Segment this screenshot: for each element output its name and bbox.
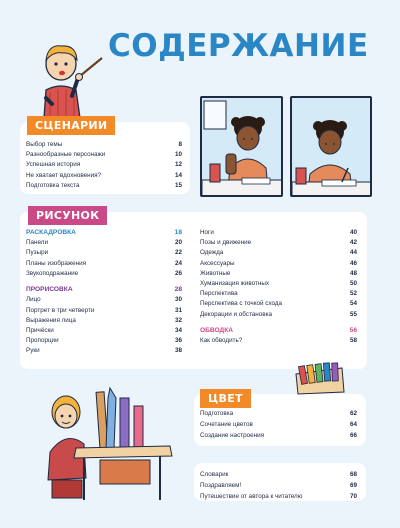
toc-entry-page: 36	[174, 337, 182, 345]
toc-entry	[26, 151, 182, 159]
toc-entry-label: Успешная история	[26, 161, 81, 169]
toc-entry-page: 34	[174, 326, 182, 334]
toc-entry-label: Путешествие от автора к читателю	[200, 493, 303, 500]
toc-entry-label: Поздравляем!	[200, 482, 242, 489]
toc-entry	[200, 270, 357, 278]
toc-entry	[200, 300, 357, 308]
drawing-tag: РИСУНОК	[28, 206, 107, 225]
color-tag: ЦВЕТ	[200, 389, 251, 408]
toc-entry-label: Причёски	[26, 326, 54, 334]
toc-entry-page: 66	[349, 432, 357, 439]
toc-entry-page: 30	[174, 296, 182, 304]
toc-entry	[26, 260, 182, 268]
comic-panel-girl-writing	[290, 96, 372, 197]
paint-tubes-box-icon	[292, 362, 348, 396]
toc-entry-label: Словарик	[200, 471, 229, 478]
toc-entry-page: 52	[349, 290, 357, 298]
toc-entry-page: 62	[349, 410, 357, 417]
toc-entry	[200, 260, 357, 268]
toc-entry	[200, 337, 357, 345]
toc-entry	[26, 249, 182, 257]
toc-entry-page: 69	[349, 482, 357, 489]
toc-entry-page: 55	[349, 310, 357, 318]
toc-entry	[26, 182, 182, 190]
toc-entry-page: 10	[174, 151, 182, 159]
toc-entry	[26, 307, 182, 315]
toc-entry	[200, 421, 357, 429]
toc-entry-page: 58	[349, 337, 357, 345]
toc-entry-label: Разнообразные персонажи	[26, 151, 106, 159]
toc-entry-page: 44	[349, 249, 357, 257]
toc-entry	[200, 290, 357, 298]
toc-entry	[26, 317, 182, 325]
toc-entry	[26, 239, 182, 247]
toc-entry	[200, 229, 357, 237]
toc-entry	[200, 410, 357, 418]
toc-entry-page: 64	[349, 421, 357, 428]
toc-entry	[200, 249, 357, 257]
teacher-boy-icon	[28, 40, 108, 118]
toc-entry	[200, 311, 357, 319]
toc-entry	[200, 493, 357, 501]
toc-entry-label: Лицо	[26, 296, 41, 304]
toc-entry	[26, 141, 182, 149]
toc-entry-page: 42	[349, 239, 357, 247]
toc-entry-page: 40	[349, 229, 357, 236]
toc-entry-page: 18	[174, 229, 182, 236]
toc-entry	[200, 471, 357, 479]
toc-entry-page: 54	[349, 300, 357, 308]
toc-entry-label: Создание настроения	[200, 432, 265, 439]
toc-entry-page: 14	[174, 171, 182, 179]
page-title: СОДЕРЖАНИЕ	[108, 28, 369, 64]
toc-entry	[200, 432, 357, 440]
toc-entry-page: 15	[174, 181, 182, 189]
toc-entry-label: Ноги	[200, 229, 214, 236]
toc-entry-label: Панели	[26, 239, 48, 247]
toc-entry-page: 28	[174, 286, 182, 294]
toc-entry	[200, 239, 357, 247]
toc-entry-label: Как обводить?	[200, 337, 243, 345]
toc-entry-label: Сочетание цветов	[200, 421, 253, 428]
toc-entry-label: Пузыри	[26, 249, 49, 257]
toc-entry	[200, 327, 357, 335]
toc-entry-page: 31	[174, 306, 182, 314]
toc-entry-page: 26	[174, 269, 182, 277]
toc-entry-label: Хуманизация животных	[200, 280, 270, 287]
toc-entry	[200, 280, 357, 288]
toc-entry-page: 48	[349, 269, 357, 277]
toc-entry-label: Перспектива с точкой схода	[200, 300, 283, 308]
toc-entry-page: 68	[349, 471, 357, 478]
toc-entry	[26, 286, 182, 294]
toc-entry-label: Подготовка	[200, 410, 234, 417]
toc-entry-label: Портрет в три четверти	[26, 306, 95, 314]
toc-entry-label: ОБВОДКА	[200, 326, 233, 334]
toc-entry-page: 70	[349, 493, 357, 500]
toc-entry	[26, 270, 182, 278]
toc-entry	[26, 296, 182, 304]
toc-entry-label: Декорации и обстановка	[200, 310, 272, 318]
toc-entry-page: 12	[174, 161, 182, 169]
toc-entry-page: 32	[174, 316, 182, 324]
toc-entry	[26, 161, 182, 169]
comic-panel-girl-thinking	[200, 96, 283, 197]
toc-entry-page: 46	[349, 259, 357, 267]
toc-entry-label: Планы изображения	[26, 259, 87, 267]
toc-entry	[26, 337, 182, 345]
girl-with-pencils-icon	[40, 382, 180, 504]
toc-entry-label: Животные	[200, 269, 231, 277]
toc-entry-page: 22	[174, 249, 182, 257]
toc-entry-label: Одежда	[200, 249, 224, 257]
toc-entry-label: РАСКАДРОВКА	[26, 229, 76, 236]
toc-entry-page: 56	[349, 326, 357, 334]
toc-entry-label: Не хватает вдохновения?	[26, 171, 102, 179]
toc-entry-label: Позы и движение	[200, 239, 252, 247]
toc-entry	[26, 229, 182, 237]
toc-entry-page: 20	[174, 239, 182, 247]
toc-entry-label: Выражения лица	[26, 316, 76, 324]
scenarios-tag: СЦЕНАРИИ	[27, 116, 115, 135]
toc-entry-label: Звукоподражание	[26, 269, 79, 277]
toc-entry-page: 8	[178, 141, 182, 148]
toc-entry-label: Выбор темы	[26, 141, 63, 148]
toc-entry-label: Руки	[26, 347, 40, 355]
toc-entry-label: Аксессуары	[200, 259, 235, 267]
toc-entry	[200, 482, 357, 490]
toc-entry	[26, 327, 182, 335]
toc-entry-page: 50	[349, 280, 357, 287]
toc-entry-page: 24	[174, 259, 182, 267]
toc-entry-label: ПРОРИСОВКА	[26, 286, 73, 294]
toc-entry-label: Пропорции	[26, 337, 59, 345]
toc-entry-label: Перспектива	[200, 290, 238, 298]
toc-entry-page: 38	[174, 347, 182, 355]
toc-entry	[26, 172, 182, 180]
toc-entry	[26, 347, 182, 355]
toc-entry-label: Подготовка текста	[26, 181, 80, 189]
